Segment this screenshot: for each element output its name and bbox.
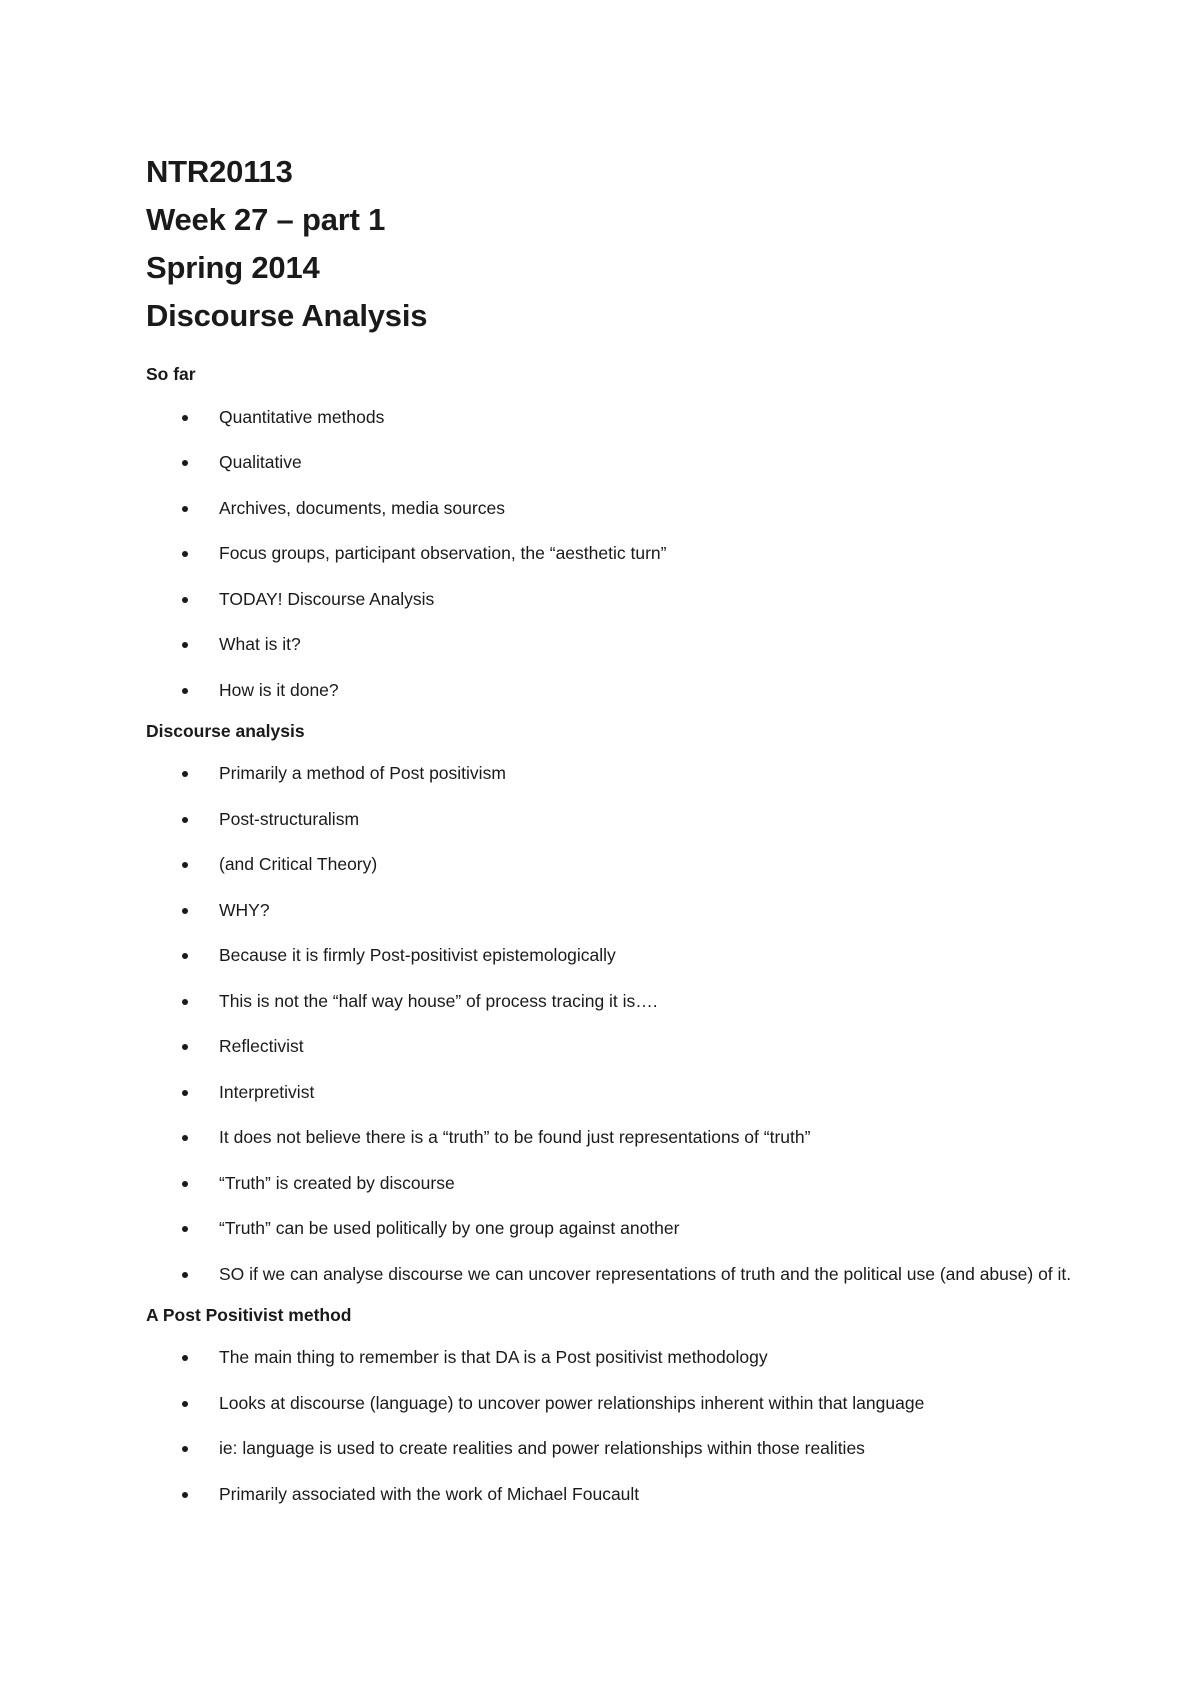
list-item-text: “Truth” can be used politically by one group against another — [219, 1218, 680, 1238]
course-code: NTR20113 — [146, 154, 293, 189]
list-item-text: What is it? — [219, 634, 301, 654]
bullet-icon — [182, 862, 188, 868]
bullet-icon — [182, 771, 188, 777]
list-item-text: WHY? — [219, 899, 270, 920]
list-item — [146, 805, 1076, 834]
list-item — [146, 403, 1076, 432]
list-item-text: Looks at discourse (language) to uncover power relationships inherent within that language — [219, 1392, 925, 1413]
bullet-icon — [182, 999, 188, 1005]
list-item — [146, 759, 1076, 788]
list-item — [146, 1214, 1076, 1243]
document-header — [146, 148, 1076, 340]
bullet-icon — [182, 506, 188, 512]
bullet-icon — [182, 1135, 188, 1141]
bullet-icon — [182, 953, 188, 959]
list-item — [146, 1260, 1076, 1289]
list-item — [146, 585, 1076, 614]
term-label: Spring 2014 — [146, 250, 320, 285]
list-item — [146, 941, 1076, 970]
bullet-icon — [182, 688, 188, 694]
so-far-list — [146, 403, 1076, 705]
bullet-icon — [182, 460, 188, 466]
list-item-text: SO if we can analyse discourse we can uncover representations of truth and the political use (and abuse) of it. — [219, 1263, 1072, 1284]
bullet-icon — [182, 642, 188, 648]
bullet-icon — [182, 1492, 188, 1498]
list-item-text: How is it done? — [219, 679, 339, 700]
section-heading-so-far: So far — [146, 364, 196, 384]
bullet-icon — [182, 1272, 188, 1278]
list-item — [146, 630, 1076, 659]
list-item-text: ie: language is used to create realities and power relationships within those realities — [219, 1438, 865, 1458]
list-item-text: Interpretivist — [219, 1081, 315, 1102]
list-item — [146, 1389, 1076, 1418]
list-item-text: It does not believe there is a “truth” to be found just representations of “truth” — [219, 1127, 811, 1147]
bullet-icon — [182, 1355, 188, 1361]
list-item — [146, 1343, 1076, 1372]
list-item-text: (and Critical Theory) — [219, 854, 378, 874]
list-item — [146, 676, 1076, 705]
list-item-text: Because it is firmly Post-positivist epistemologically — [219, 945, 616, 965]
bullet-icon — [182, 1044, 188, 1050]
list-item-text: The main thing to remember is that DA is a Post positivist methodology — [219, 1347, 768, 1367]
list-item — [146, 1078, 1076, 1107]
list-item — [146, 1434, 1076, 1463]
bullet-icon — [182, 551, 188, 557]
bullet-icon — [182, 1401, 188, 1407]
list-item-text: “Truth” is created by discourse — [219, 1172, 455, 1193]
list-item — [146, 1169, 1076, 1198]
list-item — [146, 1032, 1076, 1061]
list-item-text: Primarily a method of Post positivism — [219, 763, 506, 783]
list-item — [146, 850, 1076, 879]
section-heading-discourse-analysis: Discourse analysis — [146, 720, 305, 741]
list-item-text: Focus groups, participant observation, the “aesthetic turn” — [219, 543, 667, 563]
bullet-icon — [182, 597, 188, 603]
list-item-text: TODAY! Discourse Analysis — [219, 588, 435, 609]
bullet-icon — [182, 1446, 188, 1452]
post-positivist-method-list — [146, 1343, 1076, 1509]
list-item — [146, 1480, 1076, 1509]
list-item — [146, 1123, 1076, 1152]
list-item-text: Reflectivist — [219, 1036, 304, 1056]
list-item-text: Post-structuralism — [219, 808, 360, 829]
list-item-text: This is not the “half way house” of process tracing it is…. — [219, 990, 658, 1011]
document-title: Discourse Analysis — [146, 298, 428, 333]
bullet-icon — [182, 1226, 188, 1232]
document-content — [146, 148, 1076, 1509]
list-item — [146, 987, 1076, 1016]
bullet-icon — [182, 415, 188, 421]
week-label: Week 27 – part 1 — [146, 202, 386, 237]
list-item-text: Quantitative methods — [219, 406, 385, 427]
discourse-analysis-list — [146, 759, 1076, 1289]
bullet-icon — [182, 908, 188, 914]
list-item-text: Archives, documents, media sources — [219, 497, 505, 518]
bullet-icon — [182, 1090, 188, 1096]
list-item-text: Qualitative — [219, 452, 302, 472]
bullet-icon — [182, 1181, 188, 1187]
section-heading-post-positivist-method: A Post Positivist method — [146, 1304, 352, 1325]
list-item — [146, 448, 1076, 477]
list-item — [146, 539, 1076, 568]
list-item — [146, 896, 1076, 925]
list-item — [146, 494, 1076, 523]
bullet-icon — [182, 817, 188, 823]
list-item-text: Primarily associated with the work of Michael Foucault — [219, 1483, 640, 1504]
